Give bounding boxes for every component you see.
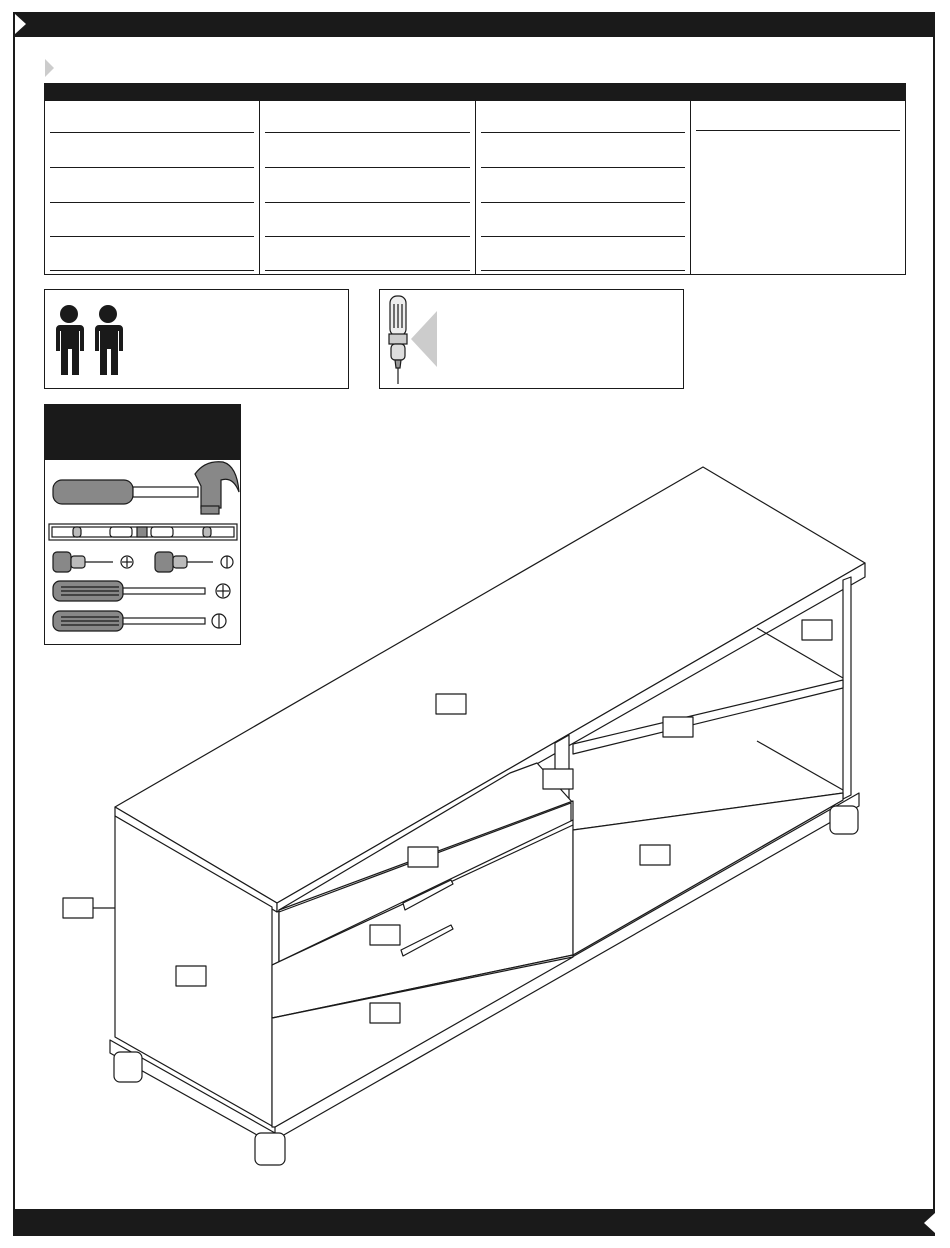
part-label-box	[543, 769, 573, 789]
leg-front-left	[255, 1133, 285, 1165]
part-label-box	[436, 694, 466, 714]
part-label-box	[370, 1003, 400, 1023]
leg-back-left	[114, 1052, 142, 1082]
part-label-box	[176, 966, 206, 986]
part-label-box	[370, 925, 400, 945]
leg-back-right	[830, 806, 858, 834]
part-label-box	[802, 620, 832, 640]
right-bay-back	[573, 793, 843, 955]
part-label-box	[640, 845, 670, 865]
right-side-panel	[843, 577, 851, 799]
part-label-box	[663, 717, 693, 737]
part-label-box	[408, 847, 438, 867]
part-label-box	[63, 898, 93, 918]
